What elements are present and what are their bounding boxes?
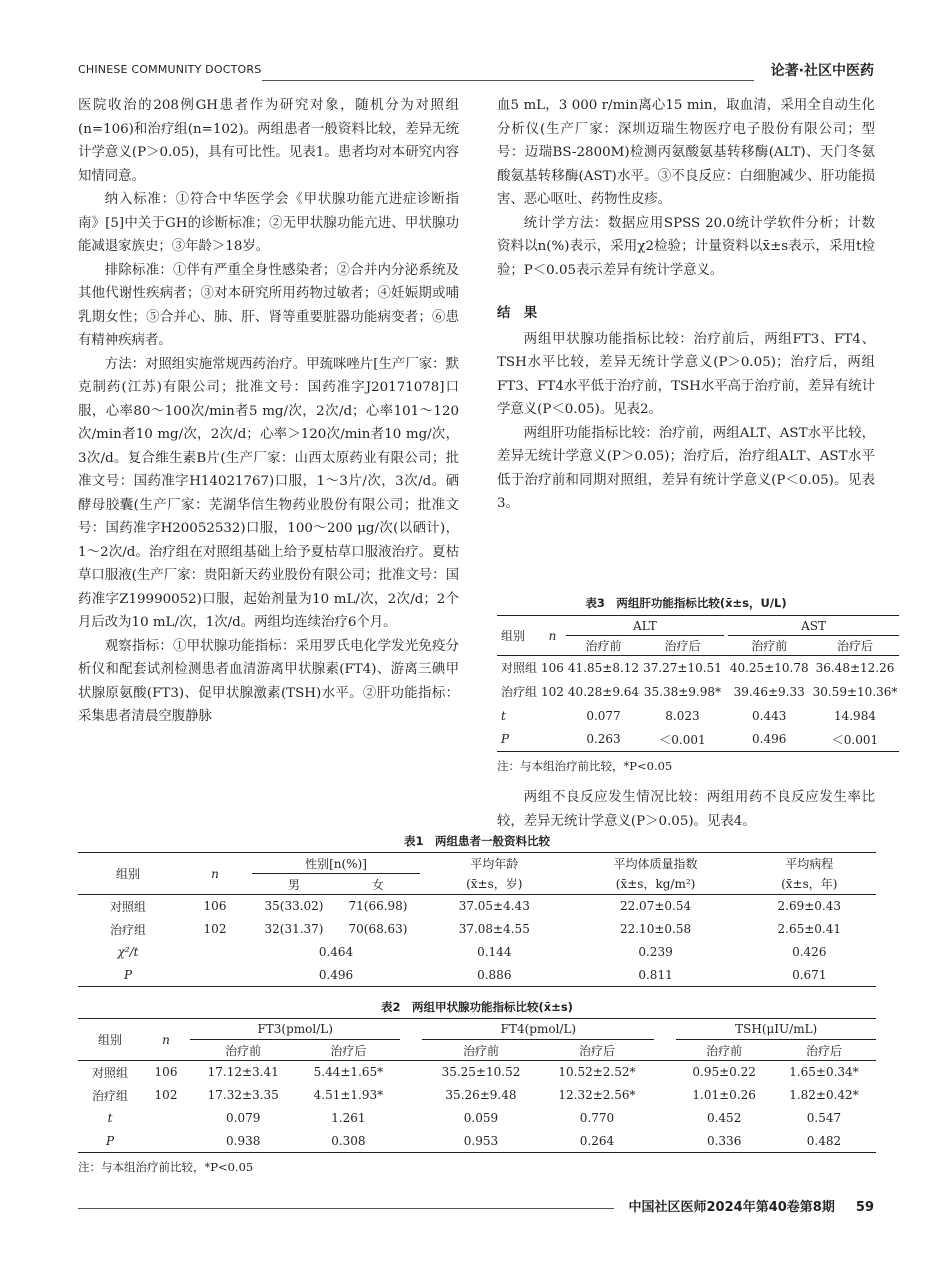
paragraph-liver-results: 两组肝功能指标比较：治疗前，两组ALT、AST水平比较，差异无统计学意义(P＞0.05)；治疗后，治疗组ALT、AST水平低于治疗前和同期对照组，差异有统计学意义(P＜0.05)。见表3。 — [497, 425, 875, 511]
col-header-group: 组别 — [115, 867, 140, 881]
col-header-age-unit: (x̄±s，岁) — [466, 877, 523, 892]
col-header-bmi-unit: (x̄±s，kg/m²) — [615, 877, 696, 892]
table-row: 治疗组 102 40.28±9.64 35.38±9.98* 39.46±9.33 30.59±10.36* — [501, 684, 898, 699]
header-rule — [262, 80, 754, 81]
col-header-group: 组别 — [97, 1033, 122, 1047]
col-header-after: 治疗后 — [836, 639, 873, 653]
results-heading: 结 果 — [497, 306, 538, 321]
table-row: 治疗组 102 17.32±3.35 4.51±1.93* 35.26±9.48 12.32±2.56* 1.01±0.26 1.82±0.42* — [91, 1088, 859, 1103]
col-header-before: 治疗前 — [585, 639, 622, 653]
paragraph: 血5 mL，3 000 r/min离心15 min，取血清，采用全自动生化分析仪(生产厂家：深圳迈瑞生物医疗电子股份有限公司；型号：迈瑞BS-2800M)检测丙氨酸氨基转移酶(ALT)、天门冬氨酸氨基转移酶(AST)水平。③不良反应：白细胞减少、肝功能损害、恶心呕吐、药物性皮疹。 — [497, 98, 875, 207]
col-header-after: 治疗后 — [578, 1043, 615, 1058]
table-row: P 0.938 0.308 0.953 0.264 0.336 0.482 — [78, 1130, 876, 1153]
table-row: 对照组 106 35(33.02) 71(66.98) 37.05±4.43 22.07±0.54 2.69±0.43 — [109, 899, 842, 914]
table-row: t 0.079 1.261 0.059 0.770 0.452 0.547 — [107, 1111, 842, 1125]
col-header-ft4: FT4(pmol/L) — [422, 1019, 654, 1040]
footer-rule — [78, 1208, 614, 1209]
col-header-group: 组别 — [501, 629, 526, 643]
col-header-course-unit: (x̄±s，年) — [781, 877, 838, 892]
table-2-note: 注：与本组治疗前比较，*P<0.05 — [78, 1160, 254, 1174]
table-row: 对照组 106 17.12±3.41 5.44±1.65* 35.25±10.52 10.52±2.52* 0.95±0.22 1.65±0.34* — [91, 1065, 859, 1080]
table-3-note: 注：与本组治疗前比较，*P<0.05 — [497, 759, 673, 773]
paragraph-methods: 方法：对照组实施常规西药治疗。甲巯咪唑片[生产厂家：默克制药(江苏)有限公司；批准文号：国药准字J20171078]口服，心率80～100次/min者5 mg/次，2次/d；心率101～120次/min者10 mg/次，2次/d；心率＞120次/min者10 mg/次，3次/d。复合维生素B片(生产厂家：山西太原药业有限公司；批准文号：国药准字H14021767)口服，1～3片/次，3次/d。硒酵母胶囊(生产厂家：芜湖华信生物药业股份有限公司；批准文号：国药准字H20052532)口服，100～200 μg/次(以硒计)，1～2次/d。治疗组在对照组基础上给予夏枯草口服液治疗。夏枯草口服液(生产厂家：贵阳新天药业股份有限公司；批准文号：国药准字Z19990052)口服，起始剂量为10 mL/次，2次/d；2个月后改为10 mL/次，1次/d。两组均连续治疗6个月。 — [78, 356, 459, 630]
col-header-bmi: 平均体质量指数 — [613, 856, 698, 871]
col-header-n: n — [548, 628, 557, 643]
paragraph-thyroid-results: 两组甲状腺功能指标比较：治疗前后，两组FT3、FT4、TSH水平比较，差异无统计学意义(P＞0.05)；治疗后，两组FT3、FT4水平低于治疗前，TSH水平高于治疗前，差异有统计学意义(P＜0.05)。见表2。 — [497, 331, 875, 417]
col-header-before: 治疗前 — [751, 639, 788, 653]
paragraph-observation-indexes: 观察指标：①甲状腺功能指标：采用罗氏电化学发光免疫分析仪和配套试剂检测患者血清游离甲状腺素(FT4)、游离三碘甲状腺原氨酸(FT3)、促甲状腺激素(TSH)水平。②肝功能指标：采集患者清晨空腹静脉 — [78, 638, 459, 724]
paragraph-inclusion-criteria: 纳入标准：①符合中华医学会《甲状腺功能亢进症诊断指南》[5]中关于GH的诊断标准；②无甲状腺功能亢进、甲状腺功能减退家族史；③年龄＞18岁。 — [78, 192, 459, 254]
footer-journal: 中国社区医师2024年第40卷第8期 — [628, 1200, 835, 1215]
footer-journal-issue — [629, 1196, 874, 1215]
table-3 — [497, 595, 898, 833]
paragraph-exclusion-criteria: 排除标准：①伴有严重全身性感染者；②合并内分泌系统及其他代谢性疾病者；③对本研究所用药物过敏者；④妊娠期或哺乳期女性；⑤合并心、肺、肝、肾等重要脏器功能病变者；⑥患有精神疾病者。 — [78, 262, 459, 348]
table-2-caption: 表2 两组甲状腺功能指标比较(x̄±s) — [381, 1000, 573, 1014]
col-header-after: 治疗后 — [664, 639, 701, 653]
table-row: P 0.263 ＜0.001 0.496 ＜0.001 — [497, 728, 899, 752]
col-header-n: n — [162, 1032, 170, 1047]
col-header-male: 男 — [287, 877, 300, 892]
journal-english-title: CHINESE COMMUNITY DOCTORS — [78, 63, 262, 76]
col-header-n: n — [211, 866, 219, 881]
col-header-sex: 性别[n(%)] — [252, 853, 420, 874]
col-header-tsh: TSH(μIU/mL) — [676, 1019, 876, 1040]
page-number: 59 — [855, 1200, 874, 1215]
col-header-before: 治疗前 — [462, 1043, 499, 1058]
col-header-female: 女 — [371, 877, 384, 892]
table-row: 治疗组 102 32(31.37) 70(68.63) 37.08±4.55 22.10±0.58 2.65±0.41 — [109, 922, 842, 937]
table-1 — [78, 833, 876, 987]
left-column — [78, 94, 459, 729]
col-header-before: 治疗前 — [225, 1043, 262, 1058]
table-row: P 0.496 0.886 0.811 0.671 — [78, 964, 876, 987]
col-header-after: 治疗后 — [330, 1043, 367, 1058]
col-header-alt: ALT — [566, 616, 724, 636]
table-2 — [78, 999, 876, 1175]
table-1-caption: 表1 两组患者一般资料比较 — [403, 834, 550, 848]
section-label: 论著·社区中医药 — [770, 63, 874, 79]
table-3-caption: 表3 两组肝功能指标比较(x̄±s，U/L) — [585, 596, 787, 610]
right-column — [497, 94, 875, 516]
col-header-before: 治疗前 — [706, 1043, 743, 1058]
table-row: 对照组 106 41.85±8.12 37.27±10.51 40.25±10.78 36.48±12.26 — [501, 660, 895, 676]
col-header-ast: AST — [728, 616, 900, 636]
col-header-ft3: FT3(pmol/L) — [190, 1019, 400, 1040]
col-header-course: 平均病程 — [785, 856, 834, 871]
table-row: t 0.077 8.023 0.443 14.984 — [501, 708, 876, 723]
col-header-after: 治疗后 — [805, 1043, 842, 1058]
col-header-age: 平均年龄 — [470, 856, 519, 871]
table-row: χ²/t 0.464 0.144 0.239 0.426 — [117, 945, 827, 959]
paragraph: 医院收治的208例GH患者作为研究对象，随机分为对照组(n=106)和治疗组(n=102)。两组患者一般资料比较，差异无统计学意义(P＞0.05)，具有可比性。见表1。患者均对本研究内容知情同意。 — [78, 98, 459, 184]
paragraph-statistics: 统计学方法：数据应用SPSS 20.0统计学软件分析；计数资料以n(%)表示，采用χ2检验；计量资料以x̄±s表示，采用t检验；P＜0.05表示差异有统计学意义。 — [497, 215, 875, 278]
paragraph-adverse-reactions: 两组不良反应发生情况比较：两组用药不良反应发生率比较，差异无统计学意义(P＞0.05)。见表4。 — [497, 790, 875, 829]
